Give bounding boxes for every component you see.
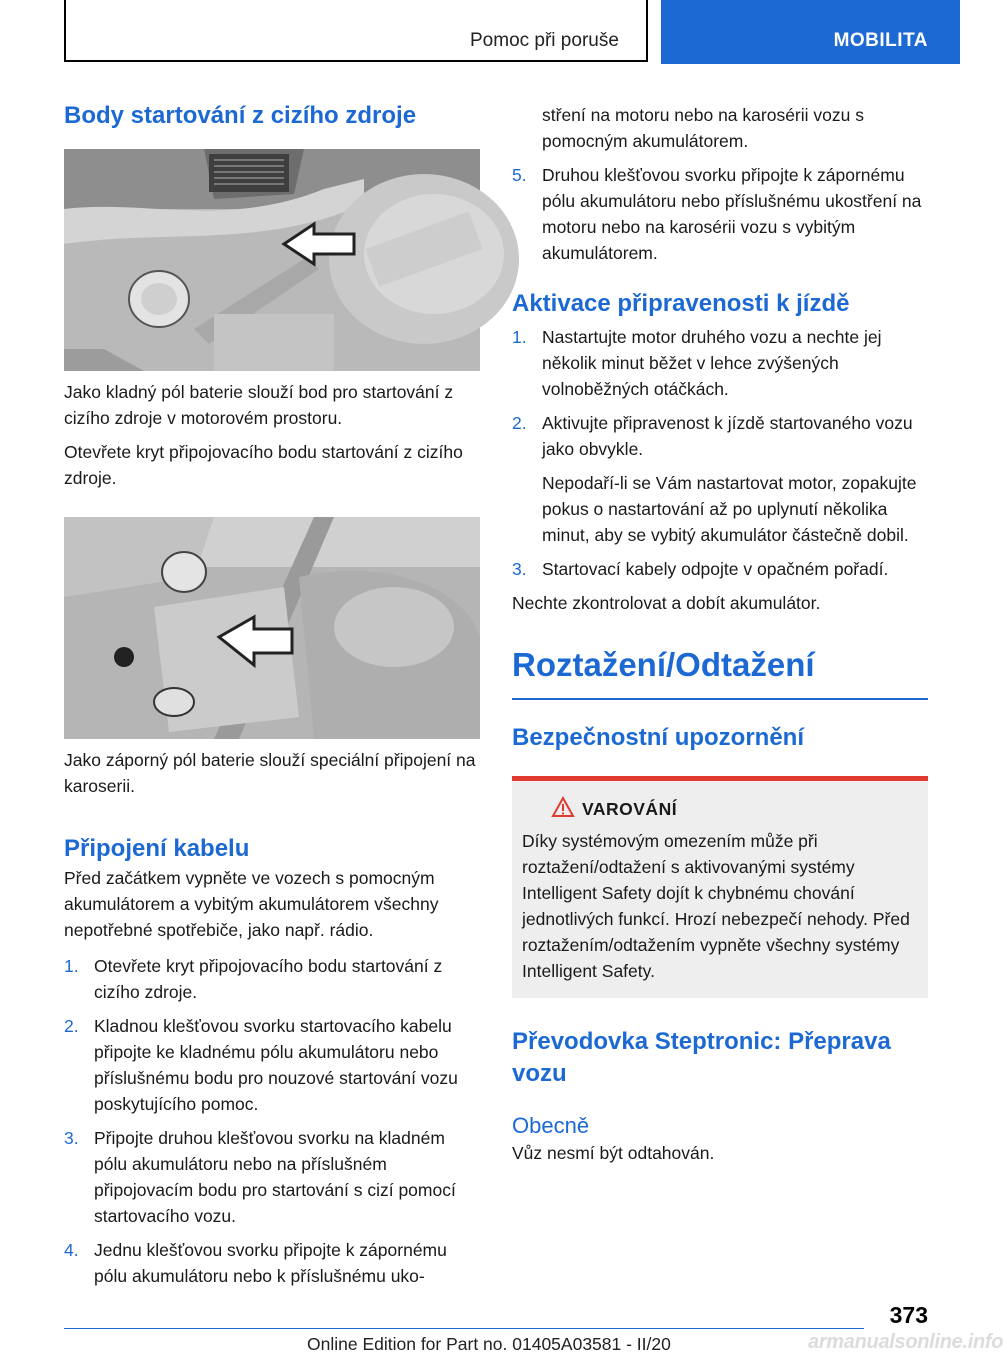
step-number: 5. [512, 165, 527, 185]
chapter-title-towing: Roztažení/Odtažení [512, 646, 815, 683]
left-column [64, 100, 480, 1289]
activation-steps-list [512, 324, 928, 582]
step-text: Druhou klešťovou svorku připojte k zápornému pólu akumulátoru nebo příslušnému ukostření na motoru nebo na karosérii vozu s vybitým akumulátorem. [542, 165, 922, 263]
list-item [512, 410, 928, 548]
cable-steps-list [64, 953, 480, 1289]
list-item [512, 162, 928, 266]
section-title-drive-readiness: Aktivace připravenosti k jízdě [512, 290, 850, 317]
header-tab-mobilita[interactable]: MOBILITA [661, 0, 960, 64]
step-text: Nastartujte motor druhého vozu a nechte jej několik minut běžet v lehce zvýšených volnoběžných otáčkách. [542, 327, 882, 399]
step-number: 1. [64, 956, 79, 976]
subsection-title-general: Obecně [512, 1113, 590, 1138]
step-text: Startovací kabely odpojte v opačném pořadí. [542, 559, 889, 579]
step-number: 2. [512, 413, 527, 433]
right-column [512, 100, 928, 1166]
list-item [64, 1237, 480, 1289]
step-text: Kladnou klešťovou svorku startovacího kabelu připojte ke kladnému pólu akumulátoru nebo příslušnému bodu pro nouzové startování vozu poskytujícího pomoc. [94, 1016, 458, 1114]
list-item [64, 1013, 480, 1117]
engine-bay-photo-negative [64, 517, 480, 739]
warning-header [552, 797, 918, 822]
warning-text: Díky systémovým omezením může při roztažení/odtažení s aktivovanými systémy Intelligent Safety dojít k chybnému chování jednotlivých funkcí. Hrozí nebezpečí nehody. Před roztažením/odtažením vypněte všechny systémy Intelligent Safety. [522, 831, 910, 981]
engine-bay-photo-positive [64, 149, 480, 371]
step-number: 1. [512, 327, 527, 347]
list-item [512, 324, 928, 402]
chapter-rule [512, 698, 928, 700]
step-text: Otevřete kryt připojovacího bodu startování z cizího zdroje. [94, 956, 443, 1002]
footer-edition: Online Edition for Part no. 01405A03581 - II/20 [307, 1334, 671, 1354]
warning-box [512, 776, 928, 998]
open-cover-paragraph: Otevřete kryt připojovacího bodu startování z cizího zdroje. [64, 442, 463, 488]
section-title-safety: Bezpečnostní upozornění [512, 724, 805, 751]
step-text: Jednu klešťovou svorku připojte k zápornému pólu akumulátoru nebo k příslušnému uko- [94, 1240, 447, 1286]
step-number: 4. [64, 1240, 79, 1260]
header-section-title: Pomoc při poruše [470, 30, 619, 51]
step-number: 3. [512, 559, 527, 579]
cable-intro-paragraph: Před začátkem vypněte ve vozech s pomocným akumulátorem a vybitým akumulátorem všechny nepotřebné spotřebiče, jako např. rádio. [64, 868, 439, 940]
list-item-continuation [512, 102, 928, 154]
positive-pole-paragraph: Jako kladný pól baterie slouží bod pro startování z cizího zdroje v motorovém prostoru. [64, 382, 454, 428]
step-text: stření na motoru nebo na karosérii vozu s pomocným akumulátorem. [542, 105, 864, 151]
negative-pole-paragraph: Jako záporný pól baterie slouží speciální připojení na karoserii. [64, 750, 476, 796]
watermark: armanualsonline.info [808, 1331, 1003, 1353]
section-title-cable-connection: Připojení kabelu [64, 835, 250, 862]
page-number: 373 [889, 1302, 928, 1328]
section-title-steptronic-transport: Převodovka Steptronic: Přeprava vozu [512, 1028, 891, 1087]
page-header [0, 0, 960, 64]
list-item [64, 1125, 480, 1229]
warning-triangle-icon [552, 797, 574, 822]
step-note: Nepodaří-li se Vám nastartovat motor, zopakujte pokus o nastartování až po uplynutí několika minut, aby se vybitý akumulátor částečně dobil. [542, 473, 917, 545]
section-title-jump-start-points: Body startování z cizího zdroje [64, 102, 417, 129]
list-item [512, 556, 928, 582]
footer-rule [64, 1328, 864, 1329]
step-text: Připojte druhou klešťovou svorku na kladném pólu akumulátoru nebo na příslušném připojovacím bodu pro startování s cizí pomocí startovacího vozu. [94, 1128, 456, 1226]
general-paragraph: Vůz nesmí být odtahován. [512, 1143, 715, 1163]
final-check-paragraph: Nechte zkontrolovat a dobít akumulátor. [512, 593, 821, 613]
step-number: 3. [64, 1128, 79, 1148]
step-text: Aktivujte připravenost k jízdě startovaného vozu jako obvykle. [542, 413, 913, 459]
warning-label: VAROVÁNÍ [582, 799, 678, 819]
step-number: 2. [64, 1016, 79, 1036]
list-item [64, 953, 480, 1005]
